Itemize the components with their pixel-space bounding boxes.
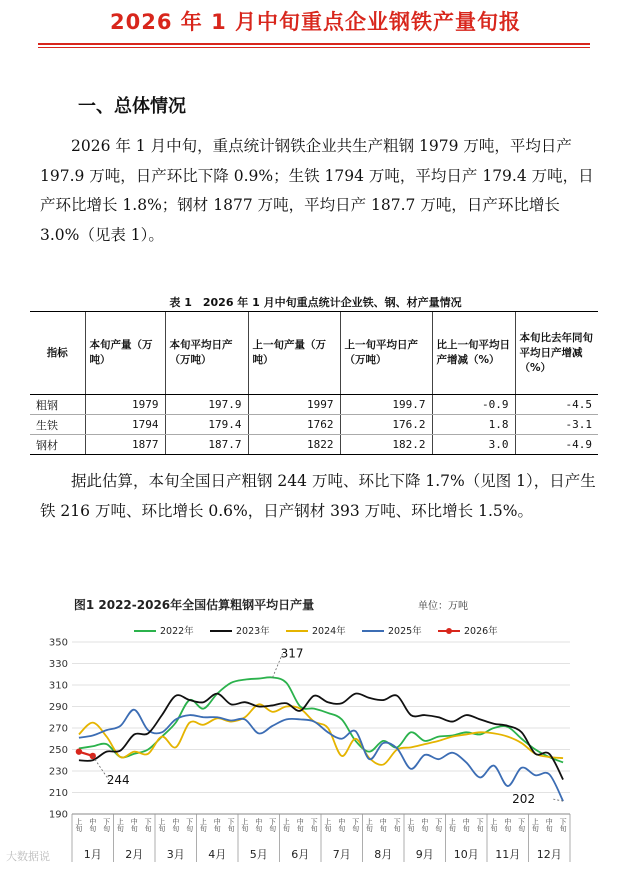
- table-cell: 199.7: [340, 395, 432, 415]
- table-caption: 表 1 2026 年 1 月中旬重点统计企业铁、钢、材产量情况: [169, 296, 462, 309]
- table-cell: 粗钢: [30, 395, 85, 415]
- x-tick-label: 上旬: [199, 818, 208, 832]
- month-label: 2月: [125, 848, 144, 861]
- legend-label: 2023年: [236, 626, 270, 637]
- table-header: 上一旬平均日产（万吨）: [340, 312, 432, 395]
- x-tick-label: 中旬: [296, 818, 305, 832]
- x-tick-label: 中旬: [545, 818, 554, 832]
- month-label: 8月: [374, 848, 393, 861]
- x-tick-label: 中旬: [462, 818, 471, 832]
- x-tick-label: 下旬: [144, 818, 153, 832]
- legend-label: 2022年: [160, 626, 194, 637]
- table-row: [30, 435, 598, 455]
- x-tick-label: 中旬: [503, 818, 512, 832]
- watermark: 大数据说: [6, 850, 50, 863]
- table-header: 本旬产量（万吨）: [85, 312, 165, 395]
- legend-label: 2024年: [312, 626, 346, 637]
- table-cell: 179.4: [165, 415, 248, 435]
- table-cell: 1997: [248, 395, 340, 415]
- series-line: [79, 704, 563, 765]
- table-cell: 1979: [85, 395, 165, 415]
- table-cell: 3.0: [432, 435, 515, 455]
- paragraph-2-text: 据此估算，本旬全国日产粗钢 244 万吨、环比下降 1.7%（见图 1），日产生铁 216 万吨、环比增长 0.6%，日产钢材 393 万吨、环比增长 1.5%。: [40, 472, 596, 520]
- month-label: 7月: [332, 848, 351, 861]
- table-cell: 1877: [85, 435, 165, 455]
- y-tick-label: 290: [48, 702, 68, 713]
- x-tick-label: 下旬: [102, 818, 111, 832]
- x-tick-label: 下旬: [476, 818, 485, 832]
- x-tick-label: 中旬: [171, 818, 180, 832]
- table-header: 指标: [30, 312, 85, 395]
- table-header: 比上一旬平均日产增减（%）: [432, 312, 515, 395]
- x-tick-label: 上旬: [365, 818, 374, 832]
- table-header-row: [30, 312, 598, 395]
- month-label: 4月: [208, 848, 227, 861]
- x-tick-label: 下旬: [517, 818, 526, 832]
- chart-unit: 单位：万吨: [418, 601, 468, 612]
- month-label: 1月: [83, 848, 102, 861]
- x-tick-label: 中旬: [130, 818, 139, 832]
- section-heading: 一、总体情况: [78, 96, 186, 117]
- chart-series: [76, 677, 563, 801]
- x-tick-label: 上旬: [282, 818, 291, 832]
- table-cell: 182.2: [340, 435, 432, 455]
- x-axis: [72, 814, 570, 862]
- table-cell: 1794: [85, 415, 165, 435]
- table-cell: 1822: [248, 435, 340, 455]
- x-tick-label: 下旬: [559, 818, 568, 832]
- legend-marker: [446, 628, 452, 634]
- annotation-label: 317: [280, 646, 304, 661]
- month-label: 10月: [453, 848, 479, 861]
- x-tick-label: 中旬: [379, 818, 388, 832]
- x-tick-label: 中旬: [88, 818, 97, 832]
- paragraph-1-text: 2026 年 1 月中旬，重点统计钢铁企业共生产粗钢 1979 万吨，平均日产 197.9 万吨，日产环比下降 0.9%；生铁 1794 万吨，平均日产 179.4 万吨，日产环比增长 1.8%；钢材 1877 万吨，平均日产 187.7 万吨，日产环比增长 3.0%（见表 1）。: [40, 137, 594, 244]
- annotation-label: 244: [106, 772, 130, 787]
- x-tick-label: 下旬: [351, 818, 360, 832]
- table-header: 本旬比去年同旬平均日产增减（%）: [515, 312, 598, 395]
- x-tick-label: 上旬: [240, 818, 249, 832]
- month-label: 6月: [291, 848, 310, 861]
- y-tick-label: 210: [48, 788, 68, 799]
- x-tick-label: 上旬: [323, 818, 332, 832]
- x-tick-label: 上旬: [116, 818, 125, 832]
- x-tick-label: 下旬: [434, 818, 443, 832]
- table-cell: 钢材: [30, 435, 85, 455]
- table-cell: -4.5: [515, 395, 598, 415]
- y-tick-label: 330: [48, 659, 68, 670]
- x-tick-label: 下旬: [393, 818, 402, 832]
- x-tick-label: 下旬: [227, 818, 236, 832]
- month-label: 12月: [536, 848, 562, 861]
- table-cell: -0.9: [432, 395, 515, 415]
- table-cell: 1762: [248, 415, 340, 435]
- month-label: 11月: [495, 848, 521, 861]
- annotation-label: 202: [512, 792, 536, 807]
- y-tick-label: 250: [48, 745, 68, 756]
- table-cell: -4.9: [515, 435, 598, 455]
- x-tick-label: 上旬: [531, 818, 540, 832]
- table-header: 本旬平均日产（万吨）: [165, 312, 248, 395]
- y-tick-label: 270: [48, 723, 68, 735]
- legend-label: 2025年: [388, 626, 422, 637]
- x-tick-label: 上旬: [448, 818, 457, 832]
- table-cell: 187.7: [165, 435, 248, 455]
- x-tick-label: 中旬: [337, 818, 346, 832]
- steel-output-chart: [38, 590, 590, 866]
- month-label: 9月: [415, 848, 434, 861]
- production-table: [30, 311, 598, 455]
- chart-annotations: [93, 646, 563, 806]
- table-row: [30, 395, 598, 415]
- month-label: 3月: [166, 848, 185, 861]
- month-label: 5月: [249, 848, 268, 861]
- x-tick-label: 中旬: [254, 818, 263, 832]
- table-row: [30, 415, 598, 435]
- table-header: 上一旬产量（万吨）: [248, 312, 340, 395]
- x-tick-label: 中旬: [213, 818, 222, 832]
- paragraph-2: [40, 467, 596, 526]
- x-tick-label: 上旬: [74, 818, 83, 832]
- paragraph-1: [40, 132, 596, 250]
- y-tick-label: 190: [48, 809, 68, 821]
- title-rule-thick: [38, 43, 590, 45]
- table-cell: -3.1: [515, 415, 598, 435]
- table-cell: 生铁: [30, 415, 85, 435]
- x-tick-label: 上旬: [406, 818, 415, 832]
- x-tick-label: 中旬: [420, 818, 429, 832]
- y-axis: [49, 638, 68, 821]
- series-point: [76, 748, 82, 754]
- y-tick-label: 230: [48, 766, 68, 778]
- document-title: 2026 年 1 月中旬重点企业钢铁产量旬报: [110, 10, 521, 34]
- title-rule-thin: [38, 47, 590, 48]
- y-tick-label: 310: [48, 680, 68, 692]
- x-tick-label: 下旬: [268, 818, 277, 832]
- legend-label: 2026年: [464, 626, 498, 637]
- table-cell: 1.8: [432, 415, 515, 435]
- table-cell: 176.2: [340, 415, 432, 435]
- table-cell: 197.9: [165, 395, 248, 415]
- x-tick-label: 下旬: [185, 818, 194, 832]
- chart-legend: [134, 625, 498, 637]
- x-tick-label: 上旬: [157, 818, 166, 832]
- y-tick-label: 350: [48, 637, 68, 649]
- chart-title: 图1 2022-2026年全国估算粗钢平均日产量: [73, 598, 315, 612]
- x-tick-label: 下旬: [310, 818, 319, 832]
- x-tick-label: 上旬: [489, 818, 498, 832]
